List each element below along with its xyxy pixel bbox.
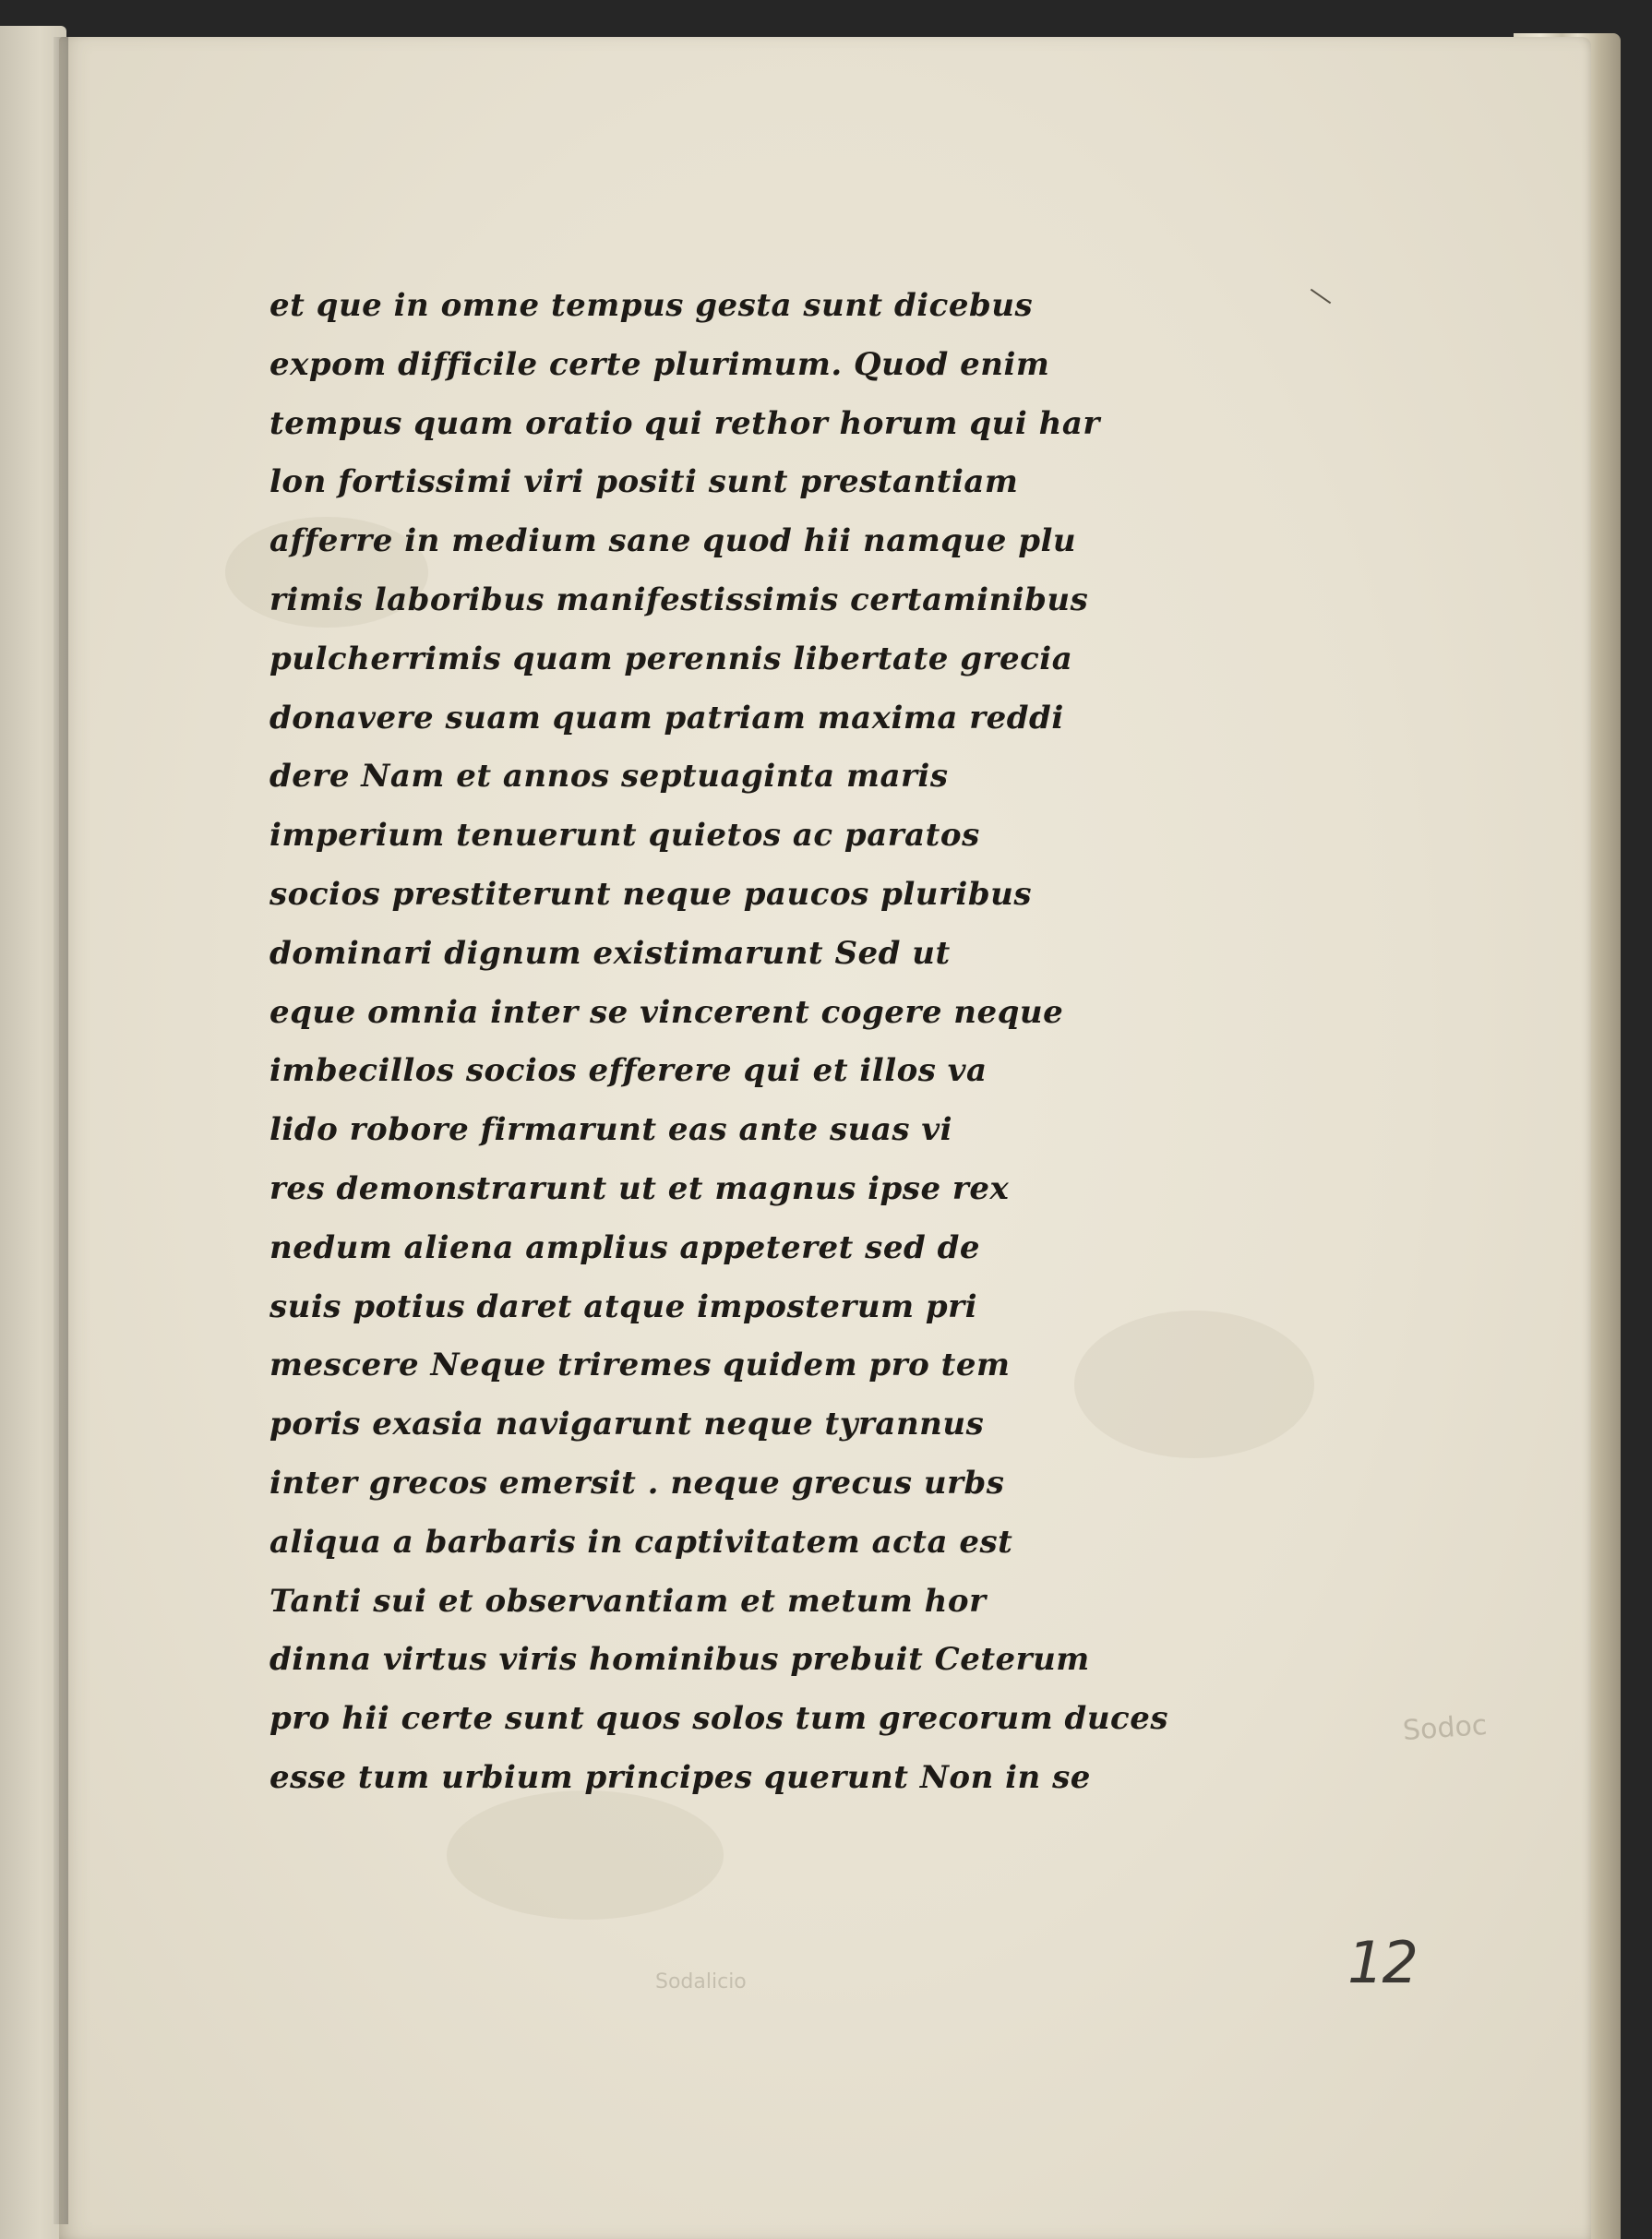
folio-number: 12 (1347, 1929, 1417, 1996)
manuscript-line: expom difficile certe plurimum. Quod enim (269, 345, 1050, 383)
manuscript-line: suis potius daret atque imposterum pri (269, 1287, 977, 1325)
manuscript-line: res demonstrarunt ut et magnus ipse rex (269, 1169, 1010, 1207)
manuscript-line: pulcherrimis quam perennis libertate grecia (269, 640, 1073, 677)
manuscript-line: esse tum urbium principes querunt Non in se (269, 1758, 1091, 1796)
manuscript-line: inter grecos emersit . neque grecus urbs (269, 1464, 1005, 1502)
manuscript-line: socios prestiterunt neque paucos pluribus (269, 875, 1032, 913)
manuscript-line: eque omnia inter se vincerent cogere neque (269, 993, 1064, 1031)
manuscript-line: dominari dignum existimarunt Sed ut (269, 934, 951, 972)
manuscript-line: rimis laboribus manifestissimis certaminibus (269, 581, 1089, 618)
manuscript-line: imbecillos socios efferere qui et illos va (269, 1052, 988, 1090)
manuscript-line: mescere Neque triremes quidem pro tem (269, 1347, 1011, 1384)
manuscript-line: donavere suam quam patriam maxima reddi (269, 699, 1064, 736)
manuscript-line: aliqua a barbaris in captivitatem acta est (269, 1523, 1013, 1561)
manuscript-text-block (269, 277, 1248, 1808)
manuscript-line: lido robore firmarunt eas ante suas vi (269, 1111, 953, 1149)
manuscript-line: imperium tenuerunt quietos ac paratos (269, 817, 980, 855)
manuscript-line: pro hii certe sunt quos solos tum grecorum duces (269, 1700, 1169, 1738)
faint-mark: Sodalicio (655, 1970, 747, 1994)
manuscript-line: lon fortissimi viri positi sunt prestantiam (269, 463, 1019, 501)
manuscript-line: afferre in medium sane quod hii namque plu (269, 522, 1077, 560)
marginal-note: Sodoc (1401, 1708, 1489, 1748)
foxing-stain (447, 1790, 724, 1920)
manuscript-line: nedum aliena amplius appeteret sed de (269, 1228, 980, 1266)
manuscript-line: poris exasia navigarunt neque tyrannus (269, 1406, 985, 1443)
manuscript-line: tempus quam oratio qui rethor horum qui har (269, 404, 1100, 442)
manuscript-line: et que in omne tempus gesta sunt dicebus (269, 287, 1034, 324)
manuscript-line: dere Nam et annos septuaginta maris (269, 758, 949, 796)
manuscript-line: Tanti sui et observantiam et metum hor (269, 1582, 987, 1620)
manuscript-line: dinna virtus viris hominibus prebuit Ceterum (269, 1641, 1090, 1679)
gutter-shadow (54, 37, 68, 2224)
